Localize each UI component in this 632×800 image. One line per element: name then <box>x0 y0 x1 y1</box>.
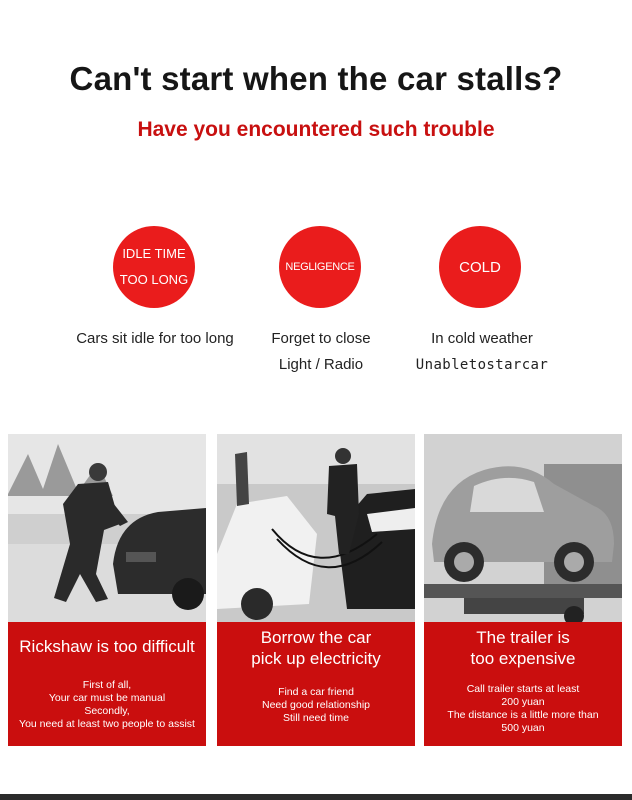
card-body-line: Secondly, <box>84 705 130 717</box>
trailer-card <box>424 434 622 746</box>
card-heading <box>424 627 622 669</box>
card-heading-line: too expensive <box>470 649 576 668</box>
rickshaw-card <box>8 434 206 746</box>
card-body-line: 200 yuan <box>501 696 545 708</box>
page-title: Can't start when the car stalls? <box>69 60 563 97</box>
card-heading-line: pick up electricity <box>251 649 381 668</box>
card-body-line: You need at least two people to assist <box>19 718 195 730</box>
caption-line: Light / Radio <box>278 356 364 373</box>
idle-time-caption <box>65 326 245 352</box>
circle-line: COLD <box>459 258 501 276</box>
card-heading <box>217 627 415 669</box>
caption-line: In cold weather <box>431 330 533 347</box>
card-body-line: 500 yuan <box>501 722 545 734</box>
page-subtitle: Have you encountered such trouble <box>137 118 495 141</box>
tow-truck-photo <box>424 434 622 622</box>
card-heading-line: The trailer is <box>476 628 570 647</box>
circle-line: IDLE TIME <box>122 246 186 261</box>
bottom-divider <box>0 794 632 800</box>
jump-start-cables-photo <box>217 434 415 622</box>
card-body <box>424 683 622 735</box>
card-body-line: Still need time <box>283 712 349 724</box>
caption-line: Unabletostarcar <box>415 357 549 373</box>
circle-line: NEGLIGENCE <box>285 261 355 273</box>
negligence-circle <box>279 226 361 308</box>
caption-line: Cars sit idle for too long <box>76 330 234 347</box>
card-body-line: Call trailer starts at least <box>466 683 580 695</box>
circle-line: TOO LONG <box>119 272 189 287</box>
card-body-line: Need good relationship <box>262 699 370 711</box>
card-body-line: First of all, <box>82 679 132 691</box>
borrow-car-card <box>217 434 415 746</box>
idle-time-circle <box>113 226 195 308</box>
card-heading <box>8 637 206 657</box>
card-body <box>217 686 415 725</box>
card-body <box>8 679 206 731</box>
cold-caption <box>400 326 564 378</box>
card-body-line: Find a car friend <box>278 686 354 698</box>
cold-circle <box>439 226 521 308</box>
card-body-line: Your car must be manual <box>48 692 166 704</box>
pushing-car-in-snow-photo <box>8 434 206 622</box>
card-heading-line: Rickshaw is too difficult <box>19 637 195 656</box>
caption-line: Forget to close <box>271 330 371 347</box>
card-heading-line: Borrow the car <box>260 628 372 647</box>
negligence-caption <box>248 326 394 378</box>
card-body-line: The distance is a little more than <box>447 709 599 721</box>
